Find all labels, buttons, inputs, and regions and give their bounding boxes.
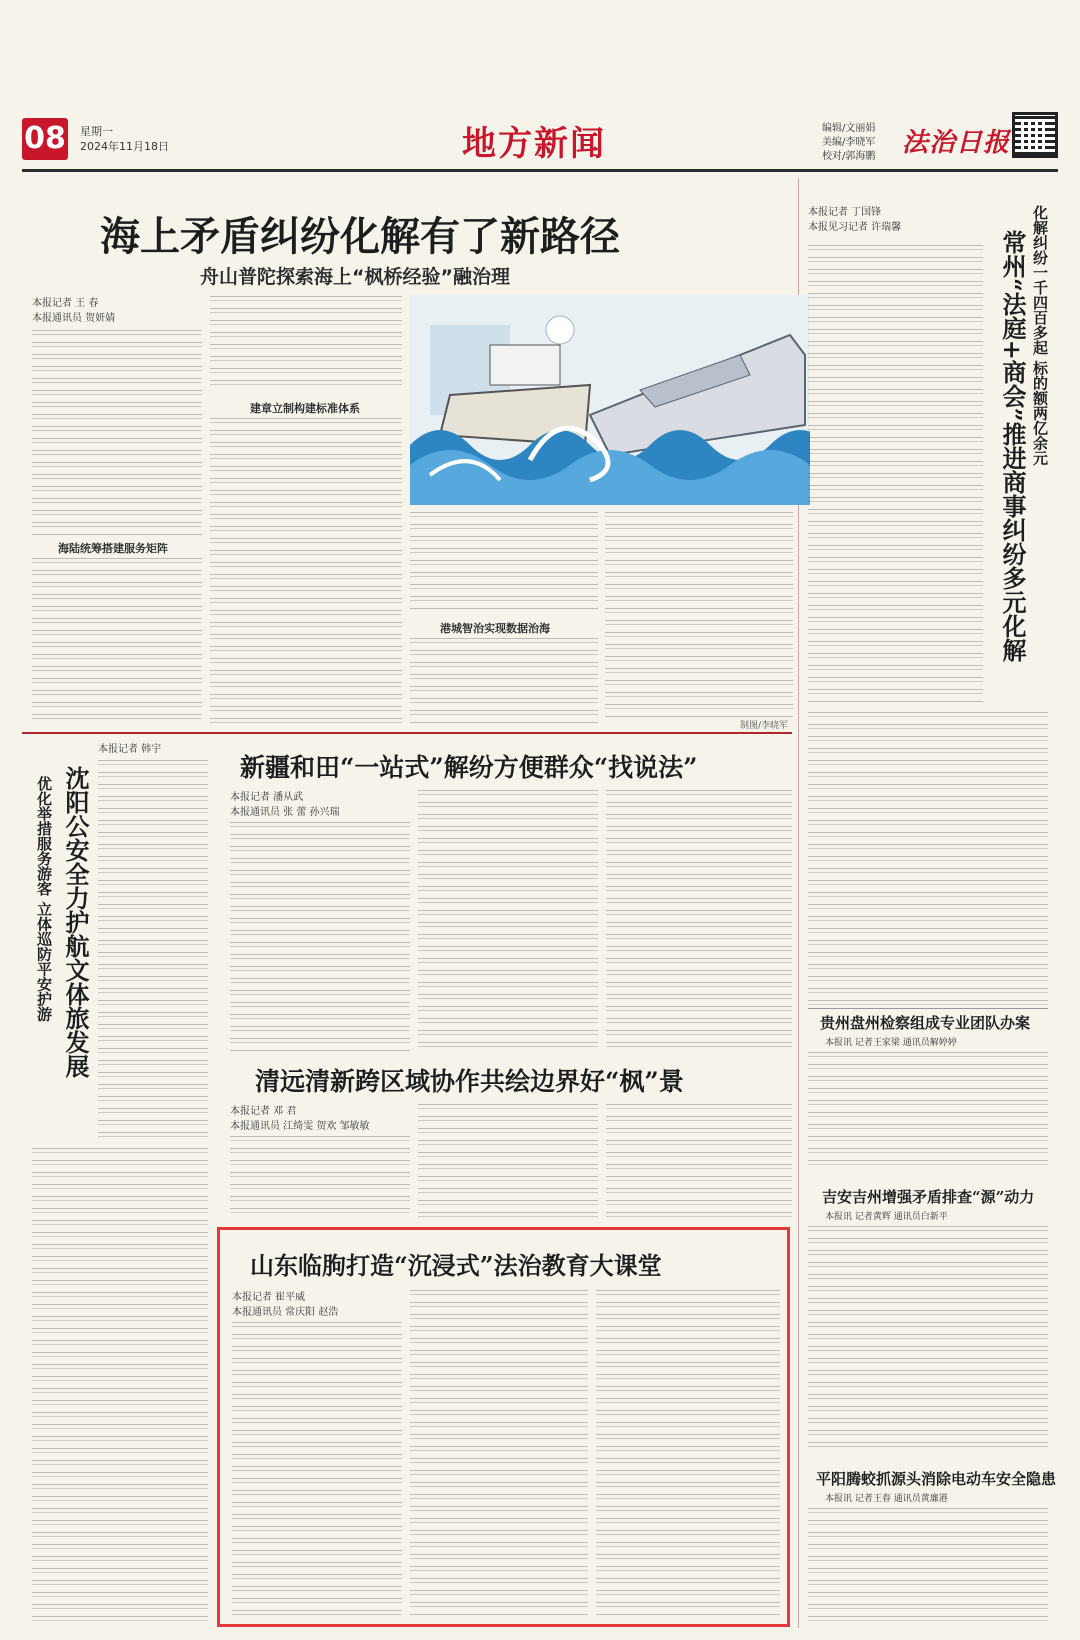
zhoushan-section-head: 建章立制构建标准体系 (250, 402, 360, 415)
xinjiang-byline (230, 790, 340, 820)
text-column (418, 1104, 598, 1220)
pingyang-headline: 平阳腾蛟抓源头消除电动车安全隐患 (816, 1470, 1057, 1488)
editor-line: 美编/李晓军 (822, 137, 876, 148)
maritime-illustration (410, 295, 810, 505)
byline-line: 本报见习记者 许瑞馨 (808, 222, 902, 233)
newspaper-brand: 法治日报 (902, 128, 1011, 158)
jiangxi-byline: 本报讯 记者黄辉 通讯员白新平 (825, 1212, 948, 1222)
byline-line: 本报记者 丁国锋 (808, 207, 882, 218)
text-column (232, 1322, 402, 1616)
text-column (606, 1104, 792, 1220)
text-column (32, 330, 202, 535)
zhoushan-section-head: 海陆统筹搭建服务矩阵 (58, 542, 168, 555)
changzhou-byline (808, 205, 901, 235)
text-column (596, 1290, 780, 1616)
editor-line: 校对/郭海鹏 (822, 151, 876, 162)
guizhou-byline: 本报讯 记者王家梁 通讯员解婷婷 (825, 1038, 957, 1048)
guizhou-headline: 贵州盘州检察组成专业团队办案 (820, 1014, 1031, 1032)
byline-line: 本报通讯员 常庆阳 赵浩 (232, 1307, 339, 1318)
pingyang-byline: 本报讯 记者王春 通讯员黄廉港 (825, 1494, 948, 1504)
text-column (808, 245, 983, 705)
byline-line: 本报记者 崔平威 (232, 1292, 306, 1303)
xinjiang-headline: 新疆和田“一站式”解纷方便群众“找说法” (240, 753, 698, 782)
shenyang-byline: 本报记者 韩宇 (98, 744, 162, 755)
section-title: 地方新闻 (462, 124, 606, 164)
shenyang-headline: 沈阳公安全力护航文体旅发展 (61, 766, 90, 1078)
qingyuan-byline (230, 1104, 370, 1134)
section-divider (22, 732, 792, 734)
text-column (418, 790, 598, 1054)
text-column (230, 1136, 410, 1220)
editor-line: 编辑/文丽娟 (822, 123, 876, 134)
changzhou-headline: 常州“法庭+商会”推进商事纠纷多元化解 (998, 230, 1027, 662)
text-column (410, 638, 598, 726)
zhoushan-subhead: 舟山普陀探索海上“枫桥经验”融治理 (200, 266, 510, 288)
byline-line: 本报记者 邓 君 (230, 1106, 297, 1117)
editor-credits (822, 122, 875, 164)
qr-code-icon[interactable] (1012, 112, 1058, 158)
byline-line: 本报记者 潘从武 (230, 792, 304, 803)
text-column (210, 296, 402, 392)
text-column (606, 790, 792, 1054)
byline-line: 本报通讯员 江绮雯 贺欢 邹敏敏 (230, 1121, 370, 1132)
page-date (80, 124, 169, 154)
text-column (210, 418, 402, 726)
zhoushan-section-head: 港城智治实现数据治海 (440, 622, 550, 635)
text-column (32, 558, 202, 726)
text-column (605, 512, 793, 718)
text-column (32, 1148, 208, 1628)
shenyang-kicker: 优化举措服务游客 立体巡防平安护游 (35, 776, 53, 1022)
text-column (230, 822, 410, 1054)
brief-divider (808, 1008, 1048, 1009)
byline-line: 本报记者 王 春 (32, 298, 99, 309)
text-column (808, 1052, 1048, 1172)
changzhou-kicker: 化解纠纷一千四百多起 标的额两亿余元 (1031, 205, 1049, 466)
zhoushan-byline (32, 296, 115, 326)
linqu-byline (232, 1290, 338, 1320)
jiangxi-headline: 吉安吉州增强矛盾排查“源”动力 (822, 1188, 1035, 1206)
byline-line: 本报通讯员 贺妍婧 (32, 313, 116, 324)
page-number-badge: 08 (22, 118, 68, 160)
masthead (22, 110, 1058, 172)
text-column (808, 1508, 1048, 1624)
text-column (410, 1290, 588, 1616)
byline-line: 本报通讯员 张 蕾 孙兴瑞 (230, 807, 340, 818)
text-column (808, 1226, 1048, 1454)
text-column (410, 512, 598, 612)
date: 2024年11月18日 (80, 140, 169, 153)
weekday: 星期一 (80, 125, 113, 138)
ship-and-waves-icon (410, 295, 810, 505)
zhoushan-headline: 海上矛盾纠纷化解有了新路径 (100, 213, 620, 260)
text-column (808, 712, 1048, 1012)
image-caption: 制图/李晓军 (740, 721, 789, 731)
linqu-headline: 山东临朐打造“沉浸式”法治教育大课堂 (250, 1251, 662, 1280)
qingyuan-headline: 清远清新跨区域协作共绘边界好“枫”景 (255, 1067, 684, 1096)
text-column (98, 760, 208, 1140)
